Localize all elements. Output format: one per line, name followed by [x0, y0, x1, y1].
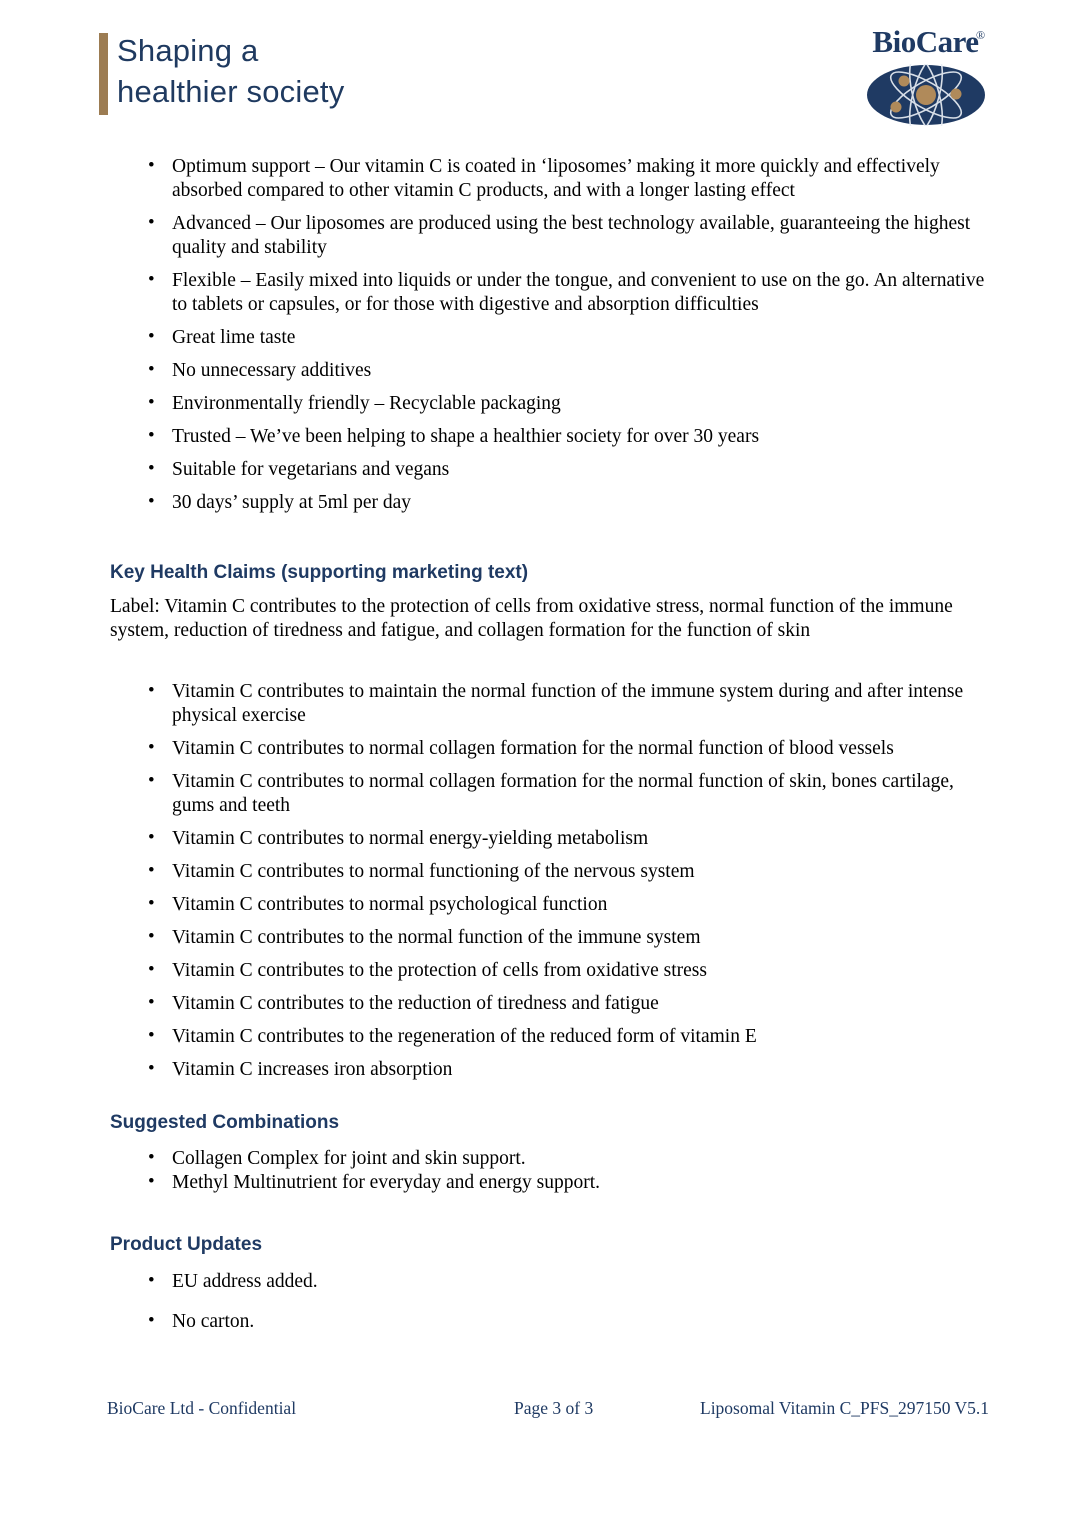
- brand-tagline: [117, 30, 344, 112]
- list-item: • Trusted – We’ve been helping to shape a healthier society for over 30 years: [105, 425, 985, 449]
- footer-confidentiality-notice: BioCare Ltd - Confidential: [107, 1398, 297, 1418]
- list-item: • Vitamin C contributes to the regeneration of the reduced form of vitamin E: [105, 1025, 985, 1049]
- list-item: • Vitamin C contributes to the protection of cells from oxidative stress: [105, 959, 985, 983]
- list-item: • Optimum support – Our vitamin C is coated in ‘liposomes’ making it more quickly and effectively absorbed compared to other vitamin C products, and with a longer lasting effect: [105, 155, 985, 203]
- list-item: • EU address added.: [105, 1270, 985, 1294]
- list-item: • Vitamin C contributes to normal energy-yielding metabolism: [105, 827, 985, 851]
- accent-bar: [99, 33, 108, 115]
- heading-product-updates: Product Updates: [110, 1234, 263, 1255]
- list-item: • Advanced – Our liposomes are produced using the best technology available, guaranteeing the highest quality and stability: [105, 212, 985, 260]
- list-item: • Methyl Multinutrient for everyday and energy support.: [105, 1171, 985, 1195]
- list-item: • Vitamin C contributes to normal collagen formation for the normal function of skin, bones cartilage, gums and teeth: [105, 770, 985, 818]
- list-item: • Vitamin C contributes to the normal function of the immune system: [105, 926, 985, 950]
- list-item: • Vitamin C contributes to normal collagen formation for the normal function of blood vessels: [105, 737, 985, 761]
- logo-wordmark: BioCare: [872, 24, 979, 59]
- list-item: • No unnecessary additives: [105, 359, 985, 383]
- list-item: • Flexible – Easily mixed into liquids or under the tongue, and convenient to use on the go. An alternative to tablets or capsules, or for those with digestive and absorption difficulties: [105, 269, 985, 317]
- list-item: • 30 days’ supply at 5ml per day: [105, 491, 985, 515]
- registered-trademark-icon: ®: [976, 28, 986, 42]
- list-item: • Collagen Complex for joint and skin support.: [105, 1147, 985, 1171]
- list-item: • Vitamin C contributes to the reduction of tiredness and fatigue: [105, 992, 985, 1016]
- footer-document-reference: Liposomal Vitamin C_PFS_297150 V5.1: [700, 1398, 990, 1418]
- heading-suggested-combinations: Suggested Combinations: [110, 1112, 340, 1133]
- page-footer: [0, 1398, 1080, 1428]
- list-item: • Vitamin C contributes to maintain the normal function of the immune system during and after intense physical exercise: [105, 680, 985, 728]
- atom-emblem-icon: [866, 64, 986, 126]
- product-updates-list: [105, 1270, 985, 1350]
- list-item: • No carton.: [105, 1310, 985, 1334]
- list-item: • Environmentally friendly – Recyclable packaging: [105, 392, 985, 416]
- label-claim-paragraph: Label: Vitamin C contributes to the protection of cells from oxidative stress, normal function of the immune system, reduction of tiredness and fatigue, and collagen formation for the function of skin: [110, 596, 953, 641]
- list-item: • Vitamin C contributes to normal psychological function: [105, 893, 985, 917]
- product-features-list: [105, 155, 985, 524]
- list-item: • Suitable for vegetarians and vegans: [105, 458, 985, 482]
- footer-page-number: Page 3 of 3: [514, 1398, 594, 1418]
- health-claims-list: [105, 680, 985, 1091]
- list-item: • Vitamin C contributes to normal functioning of the nervous system: [105, 860, 985, 884]
- tagline-line-2: healthier society: [117, 74, 345, 109]
- heading-key-health-claims: Key Health Claims (supporting marketing text): [110, 562, 529, 583]
- list-item: • Vitamin C increases iron absorption: [105, 1058, 985, 1082]
- list-item: • Great lime taste: [105, 326, 985, 350]
- biocare-logo: [858, 24, 993, 129]
- suggested-combinations-list: [105, 1147, 985, 1195]
- tagline-line-1: Shaping a: [117, 33, 259, 68]
- page-header: [0, 0, 1080, 140]
